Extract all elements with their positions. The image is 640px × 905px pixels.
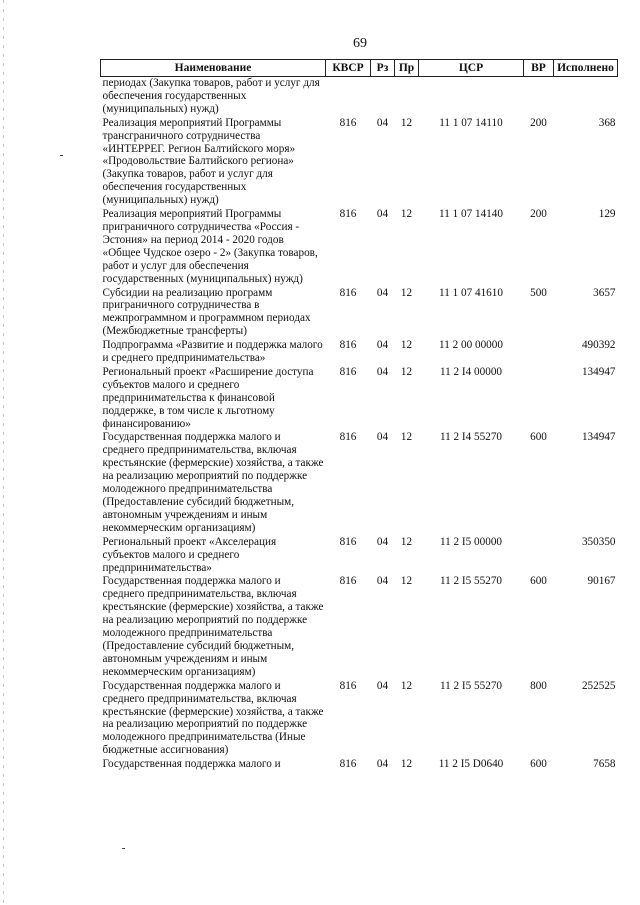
- row-kvsr: 816: [339, 116, 357, 129]
- row-csr: 11 1 07 14110: [439, 116, 503, 129]
- row-pr: 12: [400, 575, 413, 588]
- row-csr: 11 2 I4 00000: [439, 365, 503, 378]
- row-executed: [554, 77, 618, 117]
- row-csr: [419, 77, 524, 117]
- table-row: [101, 536, 618, 576]
- row-pr: [395, 77, 419, 117]
- row-rz: 04: [376, 758, 389, 771]
- table-row: [101, 77, 618, 117]
- table-header-row: [101, 60, 618, 77]
- row-kvsr: 816: [339, 339, 357, 352]
- row-kvsr: 816: [339, 575, 357, 588]
- row-vr: 800: [530, 679, 547, 692]
- row-name: Государственная поддержка малого и среднего предпринимательства, включая крестьянские (фермерские) хозяйства, а также на реализацию мероприятий по поддержке молодежного предпринимательства (Предоставление субсидий бюджетным, автономным учреждениям и иным некоммерческим организациям): [102, 575, 324, 678]
- row-rz: [371, 77, 395, 117]
- row-kvsr: 816: [339, 679, 357, 692]
- row-rz: 04: [376, 431, 389, 444]
- row-csr: 11 1 07 41610: [439, 286, 503, 299]
- row-name: Региональный проект «Расширение доступа субъектов малого и среднего предпринимательства к финансовой поддержке, в том числе к льготному финансированию»: [102, 365, 314, 430]
- row-vr: [524, 536, 554, 576]
- table-row: [101, 339, 618, 366]
- header-kvsr: КВСР: [326, 60, 371, 77]
- row-vr: 500: [530, 286, 547, 299]
- header-name: Наименование: [101, 60, 326, 77]
- scan-speck: [122, 848, 125, 849]
- table-row: [101, 431, 618, 535]
- table-row: [101, 758, 618, 772]
- header-csr: ЦСР: [419, 60, 524, 77]
- scan-edge-mark: [3, 0, 4, 905]
- table-row: [101, 208, 618, 286]
- row-executed: 90167: [587, 575, 616, 588]
- row-name: Государственная поддержка малого и: [102, 758, 281, 771]
- header-rz: Рз: [371, 60, 395, 77]
- row-kvsr: 816: [339, 431, 357, 444]
- row-rz: 04: [376, 208, 389, 221]
- row-name: Подпрограмма «Развитие и поддержка малого и среднего предпринимательства»: [102, 339, 323, 365]
- row-executed: 252525: [581, 679, 616, 692]
- row-csr: 11 2 00 00000: [439, 339, 503, 352]
- row-rz: 04: [376, 286, 389, 299]
- row-executed: 350350: [581, 535, 616, 548]
- row-executed: 490392: [581, 339, 616, 352]
- scan-speck: [60, 155, 63, 156]
- row-rz: 04: [376, 339, 389, 352]
- row-name: Реализация мероприятий Программы приграничного сотрудничества «Россия - Эстония» на период 2014 - 2020 годов «Общее Чудское озеро - 2» (Закупка товаров, работ и услуг для обеспечения государственных (муниципальных) нужд): [102, 208, 318, 285]
- row-kvsr: 816: [339, 286, 357, 299]
- row-vr: [524, 366, 554, 432]
- row-pr: 12: [400, 286, 413, 299]
- page-number: 69: [353, 36, 367, 51]
- row-executed: 7658: [593, 758, 616, 771]
- row-csr: 11 2 I5 00000: [439, 535, 503, 548]
- row-vr: 600: [530, 431, 547, 444]
- row-csr: 11 2 I5 55270: [439, 679, 503, 692]
- row-executed: 368: [598, 116, 616, 129]
- row-kvsr: 816: [339, 758, 357, 771]
- row-executed: 134947: [581, 431, 616, 444]
- row-kvsr: [326, 77, 371, 117]
- row-executed: 134947: [581, 365, 616, 378]
- row-kvsr: 816: [339, 365, 357, 378]
- row-rz: 04: [376, 535, 389, 548]
- row-name: Реализация мероприятий Программы трансграничного сотрудничества «ИНТЕРРЕГ. Регион Балтийского моря» «Продовольствие Балтийского региона» (Закупка товаров, работ и услуг для обеспечения государственных (муниципальных) нужд): [102, 116, 296, 207]
- row-rz: 04: [376, 116, 389, 129]
- row-pr: 12: [400, 365, 413, 378]
- row-vr: 600: [530, 575, 547, 588]
- table-row: [101, 366, 618, 432]
- table-row: [101, 287, 618, 340]
- row-csr: 11 2 I4 55270: [439, 431, 503, 444]
- header-executed: Исполнено: [554, 60, 618, 77]
- row-rz: 04: [376, 679, 389, 692]
- row-vr: 200: [530, 116, 547, 129]
- header-pr: Пр: [395, 60, 419, 77]
- row-rz: 04: [376, 365, 389, 378]
- row-vr: 600: [530, 758, 547, 771]
- row-kvsr: 816: [339, 535, 357, 548]
- row-executed: 3657: [593, 286, 616, 299]
- budget-table: [100, 59, 618, 772]
- row-csr: 11 2 I5 55270: [439, 575, 503, 588]
- row-name: Государственная поддержка малого и среднего предпринимательства, включая крестьянские (фермерские) хозяйства, а также на реализацию мероприятий по поддержке молодежного предпринимательства (Иные бюджетные ассигнования): [102, 679, 324, 757]
- row-csr: 11 1 07 14140: [439, 208, 503, 221]
- row-vr: [524, 339, 554, 366]
- row-vr: [524, 77, 554, 117]
- row-name: периодах (Закупка товаров, работ и услуг для обеспечения государственных (муниципальных) нужд): [102, 77, 320, 115]
- row-name: Государственная поддержка малого и среднего предпринимательства, включая крестьянские (фермерские) хозяйства, а также на реализацию мероприятий по поддержке молодежного предпринимательства (Предоставление субсидий бюджетным, автономным учреждениям и иным некоммерческим организациям): [102, 431, 324, 534]
- row-pr: 12: [400, 431, 413, 444]
- row-kvsr: 816: [339, 208, 357, 221]
- row-pr: 12: [400, 535, 413, 548]
- table-row: [101, 680, 618, 758]
- row-pr: 12: [400, 208, 413, 221]
- row-pr: 12: [400, 679, 413, 692]
- row-csr: 11 2 I5 D0640: [438, 758, 504, 771]
- row-pr: 12: [400, 758, 413, 771]
- row-pr: 12: [400, 116, 413, 129]
- header-vr: ВР: [524, 60, 554, 77]
- row-executed: 129: [598, 208, 616, 221]
- row-name: Субсидии на реализацию программ приграничного сотрудничества в межпрограммном и программном периодах (Межбюджетные трансферты): [102, 286, 311, 338]
- row-vr: 200: [530, 208, 547, 221]
- row-name: Региональный проект «Акселерация субъектов малого и среднего предпринимательства»: [102, 535, 277, 574]
- table-row: [101, 117, 618, 208]
- table-row: [101, 575, 618, 679]
- row-pr: 12: [400, 339, 413, 352]
- row-rz: 04: [376, 575, 389, 588]
